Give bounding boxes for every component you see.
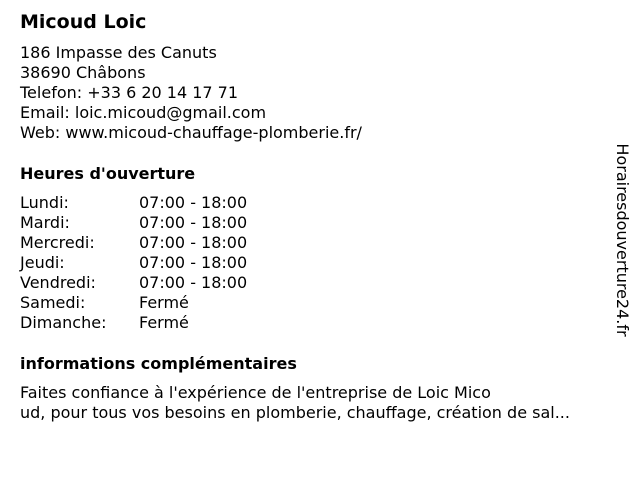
website-line: Web: www.micoud-chauffage-plomberie.fr/ bbox=[20, 123, 362, 142]
hours-row-wednesday bbox=[20, 233, 610, 253]
day-label: Jeudi: bbox=[20, 253, 65, 272]
day-hours: 07:00 - 18:00 bbox=[139, 273, 248, 292]
day-label: Mardi: bbox=[20, 213, 70, 232]
hours-row-sunday bbox=[20, 313, 610, 333]
info-line-2: ud, pour tous vos besoins en plomberie, chauffage, création de sal... bbox=[20, 403, 570, 422]
address-block bbox=[20, 43, 610, 143]
info-line-1: Faites confiance à l'expérience de l'entreprise de Loic Mico bbox=[20, 383, 491, 402]
hours-heading: Heures d'ouverture bbox=[20, 164, 196, 183]
day-label: Dimanche: bbox=[20, 313, 107, 332]
day-label: Lundi: bbox=[20, 193, 69, 212]
hours-row-tuesday bbox=[20, 213, 610, 233]
hours-row-monday bbox=[20, 193, 610, 213]
day-label: Vendredi: bbox=[20, 273, 96, 292]
day-label: Mercredi: bbox=[20, 233, 95, 252]
info-heading: informations complémentaires bbox=[20, 354, 297, 373]
phone-line: Telefon: +33 6 20 14 17 71 bbox=[20, 83, 239, 102]
hours-row-friday bbox=[20, 273, 610, 293]
day-hours: 07:00 - 18:00 bbox=[139, 193, 248, 212]
business-card bbox=[20, 10, 610, 423]
day-hours: 07:00 - 18:00 bbox=[139, 213, 248, 232]
site-watermark: Horairesdouverture24.fr bbox=[613, 143, 632, 337]
street-address: 186 Impasse des Canuts bbox=[20, 43, 217, 62]
email-line: Email: loic.micoud@gmail.com bbox=[20, 103, 267, 122]
city-postal: 38690 Châbons bbox=[20, 63, 146, 82]
day-hours: Fermé bbox=[139, 293, 189, 312]
day-hours: Fermé bbox=[139, 313, 189, 332]
hours-table bbox=[20, 193, 610, 333]
hours-row-saturday bbox=[20, 293, 610, 313]
hours-row-thursday bbox=[20, 253, 610, 273]
info-description bbox=[20, 383, 610, 423]
day-hours: 07:00 - 18:00 bbox=[139, 253, 248, 272]
business-name: Micoud Loic bbox=[20, 11, 147, 33]
day-label: Samedi: bbox=[20, 293, 86, 312]
day-hours: 07:00 - 18:00 bbox=[139, 233, 248, 252]
